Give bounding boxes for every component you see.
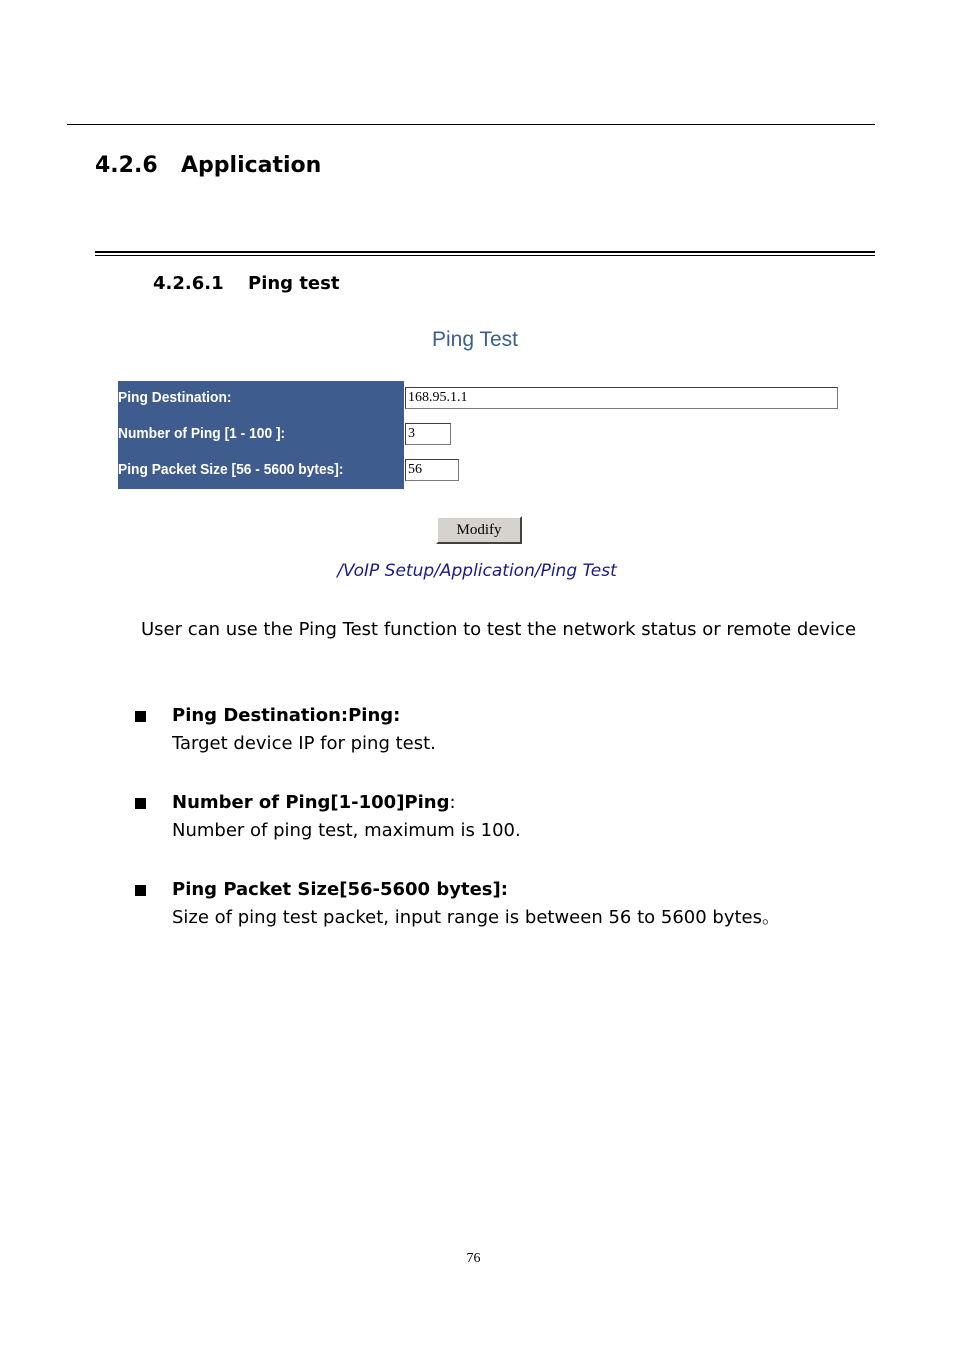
bullet-ping-destination (135, 702, 855, 758)
ping-destination-label: Ping Destination: (118, 389, 232, 406)
subsection-number: 4.2.6.1 (153, 273, 224, 294)
figure-caption: /VoIP Setup/Application/Ping Test (337, 561, 617, 581)
square-bullet-icon (135, 711, 146, 722)
header-rule (67, 124, 875, 125)
bullet-title-text: Ping Destination:Ping: (172, 705, 401, 726)
number-of-ping-label: Number of Ping [1 - 100 ]: (118, 425, 286, 442)
bullet-title (172, 789, 855, 817)
ping-test-title: Ping Test (432, 328, 518, 351)
ping-packet-size-input[interactable]: 56 (405, 459, 459, 481)
square-bullet-icon (135, 885, 146, 896)
bullet-number-of-ping (135, 789, 855, 845)
subsection-title: Ping test (248, 273, 340, 294)
ping-destination-input[interactable]: 168.95.1.1 (405, 387, 838, 409)
bullet-title-text: Number of Ping[1-100]Ping (172, 792, 450, 813)
bullet-ping-packet-size (135, 876, 855, 932)
bullet-title (172, 702, 855, 730)
intro-paragraph: User can use the Ping Test function to test the network status or remote device (141, 619, 857, 640)
section-heading (95, 153, 321, 178)
bullet-title (172, 876, 855, 904)
bullet-description: Number of ping test, maximum is 100. (172, 820, 521, 841)
bullet-description: Target device IP for ping test. (172, 733, 436, 754)
bullet-title-text: Ping Packet Size[56-5600 bytes]: (172, 879, 508, 900)
bullet-description: Size of ping test packet, input range is between 56 to 5600 bytes。 (172, 907, 781, 928)
page-number: 76 (466, 1251, 481, 1266)
modify-button[interactable]: Modify (436, 516, 522, 544)
bullet-title-suffix: : (449, 792, 456, 813)
section-number: 4.2.6 (95, 153, 158, 178)
section-title: Application (181, 153, 322, 178)
number-of-ping-input[interactable]: 3 (405, 423, 451, 445)
subsection-rule (95, 251, 875, 256)
square-bullet-icon (135, 798, 146, 809)
subsection-heading (153, 273, 339, 294)
ping-packet-size-label: Ping Packet Size [56 - 5600 bytes]: (118, 461, 344, 478)
